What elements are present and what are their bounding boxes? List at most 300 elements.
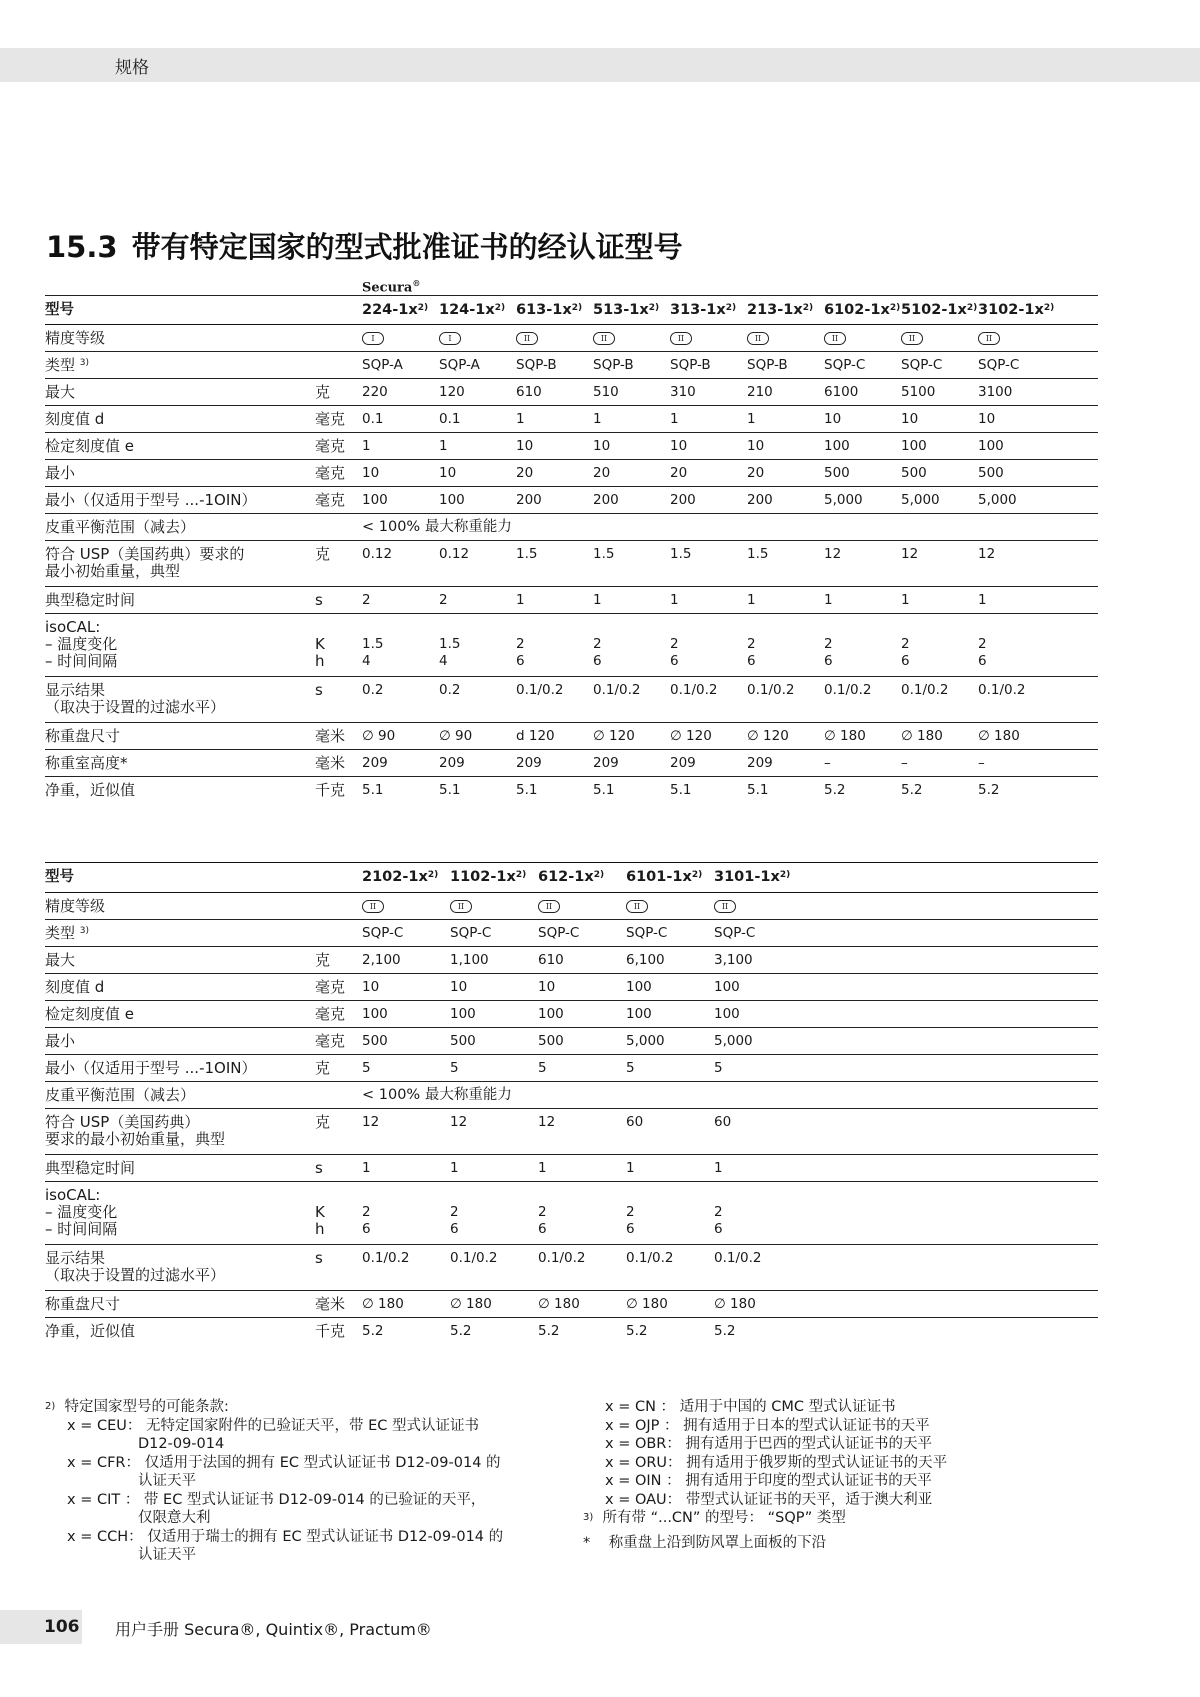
spec-value: 100: [978, 438, 1004, 454]
spec-value: 5,000: [626, 1033, 665, 1049]
model-footnote-ref: 2): [691, 870, 703, 880]
accuracy-cell: [450, 897, 472, 914]
spec-value: 10: [362, 465, 380, 481]
model-name: $1102-1x^{2)}$: [450, 869, 527, 885]
net-weight-value: 5.1: [439, 782, 461, 798]
spec-value: 100: [362, 1006, 388, 1022]
spec-value: 1: [439, 438, 448, 454]
row-label-line: （取决于设置的过滤水平）: [45, 698, 226, 716]
display-value: 0.1/0.2: [516, 682, 564, 698]
pan-size-value: ∅ 180: [362, 1296, 404, 1312]
section-title: [46, 225, 683, 266]
row-unit: 毫克: [315, 437, 346, 455]
row-unit: 毫克: [315, 464, 346, 482]
model-name: $3101-1x^{2)}$: [714, 869, 791, 885]
accuracy-class-icon: II: [978, 332, 1000, 345]
spec-value: 610: [538, 952, 564, 968]
isocal-temp-value: 2: [538, 1204, 547, 1220]
row-unit: 毫米: [315, 1295, 346, 1313]
footnote-star-mark: *: [583, 1534, 591, 1551]
spec-value: 5: [450, 1060, 459, 1076]
isocal-temp-value: 2: [824, 636, 833, 652]
settle-value: 1: [362, 1160, 371, 1176]
net-weight-value: 5.1: [593, 782, 615, 798]
usp-value: 12: [362, 1114, 380, 1130]
spec-value: 310: [670, 384, 696, 400]
footnotes-left: [45, 1398, 503, 1565]
model-footnote-ref: 2): [417, 303, 429, 313]
settle-value: 1: [516, 592, 525, 608]
row-label-line: isoCAL:: [45, 1186, 101, 1204]
net-weight-value: 5.1: [516, 782, 538, 798]
model-footnote-ref: 2): [802, 303, 814, 313]
spec-value: 200: [670, 492, 696, 508]
settle-value: 1: [670, 592, 679, 608]
row-label: 刻度值 d: [45, 978, 105, 996]
model-footnote-ref: 2): [593, 870, 605, 880]
model-label: 型号: [45, 869, 74, 885]
spec-value: 5: [362, 1060, 371, 1076]
isocal-time-value: 6: [626, 1221, 635, 1237]
isocal-time-value: 6: [538, 1221, 547, 1237]
tare-value: < 100% 最大称重能力: [362, 519, 512, 535]
settle-value: 1: [714, 1160, 723, 1176]
spec-value: 200: [516, 492, 542, 508]
row-unit: [315, 1204, 325, 1238]
row-unit: 千克: [315, 1322, 346, 1340]
display-value: 0.1/0.2: [593, 682, 641, 698]
display-value: 0.2: [439, 682, 461, 698]
footnote-3: [583, 1509, 947, 1528]
net-weight-value: 5.1: [362, 782, 384, 798]
accuracy-cell: [516, 329, 538, 346]
model-name: $2102-1x^{2)}$: [362, 869, 439, 885]
footnote-line: 认证天平: [138, 1547, 196, 1563]
chamber-height-value: 209: [362, 755, 388, 771]
model-footnote-ref: 2): [648, 303, 660, 313]
row-label: 精度等级: [45, 329, 106, 347]
tare-row: [45, 514, 1098, 541]
row-label-line: isoCAL:: [45, 618, 101, 636]
accuracy-class-icon: II: [538, 900, 560, 913]
spec-value: 1: [747, 411, 756, 427]
footnote-star-text: 称重盘上沿到防风罩上面板的下沿: [608, 1534, 827, 1551]
model-header-row: [45, 295, 1098, 325]
model-footnote-ref: 2): [889, 303, 901, 313]
spec-value: 120: [439, 384, 465, 400]
settle-value: 1: [593, 592, 602, 608]
row-label-line: （取决于设置的过滤水平）: [45, 1266, 226, 1284]
chamber-height-row: [45, 750, 1098, 777]
spec-value: 20: [670, 465, 688, 481]
footnote-2-intro: 特定国家型号的可能条款:: [64, 1399, 229, 1415]
usp-value: 1.5: [516, 546, 538, 562]
row-label: [45, 546, 244, 580]
isocal-value: [593, 636, 602, 670]
spec-value: 10: [439, 465, 457, 481]
isocal-temp-value: 2: [450, 1204, 459, 1220]
isocal-value: [714, 1204, 723, 1238]
type-value: SQP-A: [362, 357, 403, 373]
type-value: SQP-C: [714, 925, 756, 941]
model-name: $612-1x^{2)}$: [538, 869, 605, 885]
model-name: $6101-1x^{2)}$: [626, 869, 703, 885]
spec-value: 610: [516, 384, 542, 400]
footnote-line: x = CN ： 适用于中国的 CMC 型式认证证书: [605, 1399, 896, 1415]
spec-value: 5: [714, 1060, 723, 1076]
type-value: SQP-C: [978, 357, 1020, 373]
spec-value: 5100: [901, 384, 936, 400]
type-value: SQP-B: [593, 357, 634, 373]
usp-value: 60: [626, 1114, 644, 1130]
type-value: SQP-C: [824, 357, 866, 373]
spec-value: 500: [901, 465, 927, 481]
isocal-time-value: 6: [747, 653, 756, 669]
model-name: $213-1x^{2)}$: [747, 302, 814, 318]
accuracy-cell: [670, 329, 692, 346]
isocal-time-value: 6: [824, 653, 833, 669]
isocal-temp-value: 2: [593, 636, 602, 652]
usp-value: 12: [538, 1114, 556, 1130]
usp-row: [45, 1109, 1098, 1155]
isocal-time-value: 6: [593, 653, 602, 669]
isocal-time-value: 6: [714, 1221, 723, 1237]
isocal-temp-value: 1.5: [439, 636, 461, 652]
unit-line: K: [315, 1203, 325, 1221]
footnote-line: 仅限意大利: [138, 1510, 211, 1526]
footnote-star: [583, 1534, 947, 1553]
isocal-time-value: 4: [439, 653, 448, 669]
row-label-line: 最小初始重量，典型: [45, 562, 181, 580]
model-label: 型号: [45, 302, 74, 318]
spec-value: 10: [824, 411, 842, 427]
model-footnote-ref: 2): [515, 870, 527, 880]
settle-value: 1: [978, 592, 987, 608]
usp-value: 1.5: [670, 546, 692, 562]
accuracy-row: [45, 325, 1098, 352]
spec-value: 10: [450, 979, 468, 995]
footnote-line: x = OJP ： 拥有适用于日本的型式认证证书的天平: [605, 1417, 930, 1434]
header-section-name: 规格: [115, 58, 149, 78]
spec-value: 500: [538, 1033, 564, 1049]
chamber-height-value: 209: [516, 755, 542, 771]
display-value: 0.2: [362, 682, 384, 698]
usp-value: 12: [824, 546, 842, 562]
accuracy-class-icon: II: [714, 900, 736, 913]
header-bar: [0, 48, 1200, 82]
pan-size-value: ∅ 180: [626, 1296, 668, 1312]
type-footnote-ref: 3): [79, 926, 90, 936]
model-footnote-ref: 2): [725, 303, 737, 313]
spec-row: [45, 406, 1098, 433]
chamber-height-value: 209: [747, 755, 773, 771]
footnote-line: x = CCH： 仅适用于瑞士的拥有 EC 型式认证证书 D12-09-014 的: [67, 1528, 504, 1545]
isocal-temp-value: 2: [901, 636, 910, 652]
accuracy-cell: [593, 329, 615, 346]
spec-row: [45, 1001, 1098, 1028]
accuracy-cell: [362, 329, 384, 346]
unit-line: h: [315, 1220, 325, 1238]
isocal-time-value: 6: [362, 1221, 371, 1237]
row-unit: s: [315, 1159, 323, 1177]
isocal-temp-value: 2: [747, 636, 756, 652]
isocal-temp-value: 2: [978, 636, 987, 652]
spec-value: 10: [670, 438, 688, 454]
footnote-line: 认证天平: [138, 1473, 196, 1489]
spec-value: 1: [593, 411, 602, 427]
row-label: 皮重平衡范围（减去）: [45, 1086, 196, 1104]
spec-value: 1: [516, 411, 525, 427]
model-name: $6102-1x^{2)}$: [824, 302, 901, 318]
model-footnote-ref: 2): [966, 303, 978, 313]
type-value: SQP-B: [670, 357, 711, 373]
model-name: $5102-1x^{2)}$: [901, 302, 978, 318]
net-weight-row: [45, 1318, 1098, 1345]
footnote-2-mark: 2): [45, 1401, 56, 1412]
spec-value: 6100: [824, 384, 859, 400]
spec-value: 1: [670, 411, 679, 427]
net-weight-value: 5.2: [450, 1323, 472, 1339]
spec-value: 1: [362, 438, 371, 454]
spec-row: [45, 460, 1098, 487]
display-value: 0.1/0.2: [901, 682, 949, 698]
row-label: 称重盘尺寸: [45, 1295, 121, 1313]
row-label-line: – 温度变化: [45, 635, 118, 653]
model-footnote-ref: 2): [427, 870, 439, 880]
type-row: [45, 352, 1098, 379]
spec-row: [45, 379, 1098, 406]
model-name: $3102-1x^{2)}$: [978, 302, 1055, 318]
usp-value: 1.5: [593, 546, 615, 562]
accuracy-cell: [978, 329, 1000, 346]
accuracy-cell: [439, 329, 461, 346]
row-label: 最大: [45, 383, 76, 401]
section-title-text: 带有特定国家的型式批准证书的经认证型号: [131, 230, 683, 264]
pan-size-value: ∅ 180: [901, 728, 943, 744]
accuracy-class-icon: II: [450, 900, 472, 913]
usp-value: 12: [901, 546, 919, 562]
isocal-temp-value: 2: [714, 1204, 723, 1220]
model-footnote-ref: 2): [1043, 303, 1055, 313]
row-unit: 毫克: [315, 1005, 346, 1023]
row-label: 称重室高度*: [45, 754, 128, 772]
spec-table-1: [45, 273, 1098, 804]
row-label: [45, 1114, 225, 1148]
spec-value: 220: [362, 384, 388, 400]
spec-value: 10: [901, 411, 919, 427]
isocal-value: [626, 1204, 635, 1238]
display-row: [45, 677, 1098, 723]
tare-row: [45, 1082, 1098, 1109]
net-weight-value: 5.1: [670, 782, 692, 798]
row-label: 类型 $^{3)}$: [45, 924, 90, 942]
isocal-time-value: 6: [901, 653, 910, 669]
row-label: 最小（仅适用于型号 ...-1OIN）: [45, 491, 257, 509]
row-label: 检定刻度值 e: [45, 1005, 134, 1023]
accuracy-class-icon: II: [362, 900, 384, 913]
model-header-row: [45, 863, 1098, 893]
row-label: 皮重平衡范围（减去）: [45, 518, 196, 536]
row-label-line: – 时间间隔: [45, 652, 118, 670]
chamber-height-value: –: [901, 755, 908, 771]
usp-value: 1.5: [747, 546, 769, 562]
registered-mark: ®: [412, 278, 421, 288]
spec-value: 0.1: [362, 411, 384, 427]
type-value: SQP-C: [901, 357, 943, 373]
isocal-temp-value: 2: [626, 1204, 635, 1220]
row-unit: 克: [315, 545, 331, 563]
row-unit: 毫克: [315, 410, 346, 428]
isocal-row: [45, 1182, 1098, 1245]
pan-size-value: ∅ 180: [978, 728, 1020, 744]
row-unit: [315, 636, 325, 670]
row-unit: 千克: [315, 781, 346, 799]
accuracy-class-icon: II: [516, 332, 538, 345]
row-label: [45, 1250, 225, 1284]
type-value: SQP-C: [450, 925, 492, 941]
accuracy-cell: [747, 329, 769, 346]
chamber-height-value: 209: [593, 755, 619, 771]
model-name: $513-1x^{2)}$: [593, 302, 660, 318]
isocal-value: [439, 636, 460, 670]
model-footnote-ref: 2): [571, 303, 583, 313]
spec-value: 100: [626, 1006, 652, 1022]
spec-row: [45, 433, 1098, 460]
net-weight-value: 5.1: [747, 782, 769, 798]
row-label: [45, 682, 225, 716]
spec-value: 10: [516, 438, 534, 454]
footnote-line: D12-09-014: [138, 1436, 225, 1452]
accuracy-cell: [538, 897, 560, 914]
row-label: 典型稳定时间: [45, 1159, 136, 1177]
spec-value: 10: [362, 979, 380, 995]
net-weight-value: 5.2: [714, 1323, 736, 1339]
isocal-time-value: 6: [670, 653, 679, 669]
spec-value: 500: [362, 1033, 388, 1049]
row-label: 最小: [45, 464, 76, 482]
pan-size-value: ∅ 120: [747, 728, 789, 744]
type-value: SQP-A: [439, 357, 480, 373]
row-unit: 毫米: [315, 754, 346, 772]
row-label-line: – 温度变化: [45, 1203, 118, 1221]
unit-line: h: [315, 652, 325, 670]
spec-value: 10: [978, 411, 996, 427]
isocal-value: [362, 1204, 371, 1238]
spec-value: 100: [714, 1006, 740, 1022]
row-label: 净重，近似值: [45, 781, 136, 799]
pan-size-value: ∅ 120: [593, 728, 635, 744]
spec-value: 500: [978, 465, 1004, 481]
unit-line: K: [315, 635, 325, 653]
row-label: 最小: [45, 1032, 76, 1050]
row-label-line: 符合 USP（美国药典）要求的: [45, 545, 245, 563]
spec-value: 6,100: [626, 952, 665, 968]
isocal-row: [45, 614, 1098, 677]
usp-value: 60: [714, 1114, 732, 1130]
spec-value: 20: [747, 465, 765, 481]
chamber-height-value: 209: [670, 755, 696, 771]
net-weight-value: 5.2: [978, 782, 1000, 798]
display-value: 0.1/0.2: [747, 682, 795, 698]
isocal-time-value: 6: [450, 1221, 459, 1237]
row-unit: s: [315, 681, 323, 699]
footnote-line: x = CEU： 无特定国家附件的已验证天平，带 EC 型式认证证书: [67, 1417, 479, 1434]
usp-row: [45, 541, 1098, 587]
pan-size-row: [45, 723, 1098, 750]
isocal-value: [978, 636, 987, 670]
footnote-line: x = CIT ： 带 EC 型式认证证书 D12-09-014 的已验证的天平，: [67, 1491, 486, 1508]
footnote-line: x = CFR： 仅适用于法国的拥有 EC 型式认证证书 D12-09-014 的: [67, 1454, 501, 1471]
spec-value: 5: [626, 1060, 635, 1076]
display-value: 0.1/0.2: [450, 1250, 498, 1266]
spec-value: 10: [538, 979, 556, 995]
spec-value: 100: [439, 492, 465, 508]
row-unit: 克: [315, 383, 331, 401]
isocal-value: [516, 636, 525, 670]
row-label: 精度等级: [45, 897, 106, 915]
row-label-line: 显示结果: [45, 681, 106, 699]
display-value: 0.1/0.2: [538, 1250, 586, 1266]
display-value: 0.1/0.2: [670, 682, 718, 698]
isocal-temp-value: 2: [670, 636, 679, 652]
brand-label: Secura®: [362, 278, 421, 296]
display-value: 0.1/0.2: [362, 1250, 410, 1266]
spec-row: [45, 1055, 1098, 1082]
settle-value: 1: [901, 592, 910, 608]
accuracy-class-icon: I: [439, 332, 461, 345]
row-label: 最大: [45, 951, 76, 969]
isocal-time-value: 4: [362, 653, 371, 669]
isocal-value: [362, 636, 383, 670]
model-name: $124-1x^{2)}$: [439, 302, 506, 318]
row-unit: 克: [315, 1113, 331, 1131]
display-value: 0.1/0.2: [978, 682, 1026, 698]
spec-value: 10: [593, 438, 611, 454]
spec-value: 100: [538, 1006, 564, 1022]
isocal-value: [824, 636, 833, 670]
settle-value: 1: [747, 592, 756, 608]
net-weight-value: 5.2: [824, 782, 846, 798]
chamber-height-value: –: [978, 755, 985, 771]
pan-size-value: ∅ 180: [450, 1296, 492, 1312]
spec-row: [45, 487, 1098, 514]
row-label: 检定刻度值 e: [45, 437, 134, 455]
spec-value: 2,100: [362, 952, 401, 968]
row-label: [45, 619, 117, 670]
pan-size-value: ∅ 90: [439, 728, 473, 744]
footer-page-number: 106: [44, 1617, 80, 1637]
spec-value: 100: [714, 979, 740, 995]
pan-size-value: ∅ 120: [670, 728, 712, 744]
row-label: [45, 1187, 117, 1238]
spec-value: 100: [824, 438, 850, 454]
accuracy-class-icon: II: [626, 900, 648, 913]
spec-value: 5,000: [714, 1033, 753, 1049]
row-unit: s: [315, 1249, 323, 1267]
isocal-value: [450, 1204, 459, 1238]
spec-value: 3,100: [714, 952, 753, 968]
net-weight-value: 5.2: [901, 782, 923, 798]
settle-value: 1: [450, 1160, 459, 1176]
model-name: $613-1x^{2)}$: [516, 302, 583, 318]
type-footnote-ref: 3): [79, 358, 90, 368]
spec-value: 5: [538, 1060, 547, 1076]
spec-value: 20: [593, 465, 611, 481]
footnote-3-mark: 3): [583, 1512, 594, 1523]
row-label: 净重，近似值: [45, 1322, 136, 1340]
type-value: SQP-C: [362, 925, 404, 941]
row-label: 刻度值 d: [45, 410, 105, 428]
